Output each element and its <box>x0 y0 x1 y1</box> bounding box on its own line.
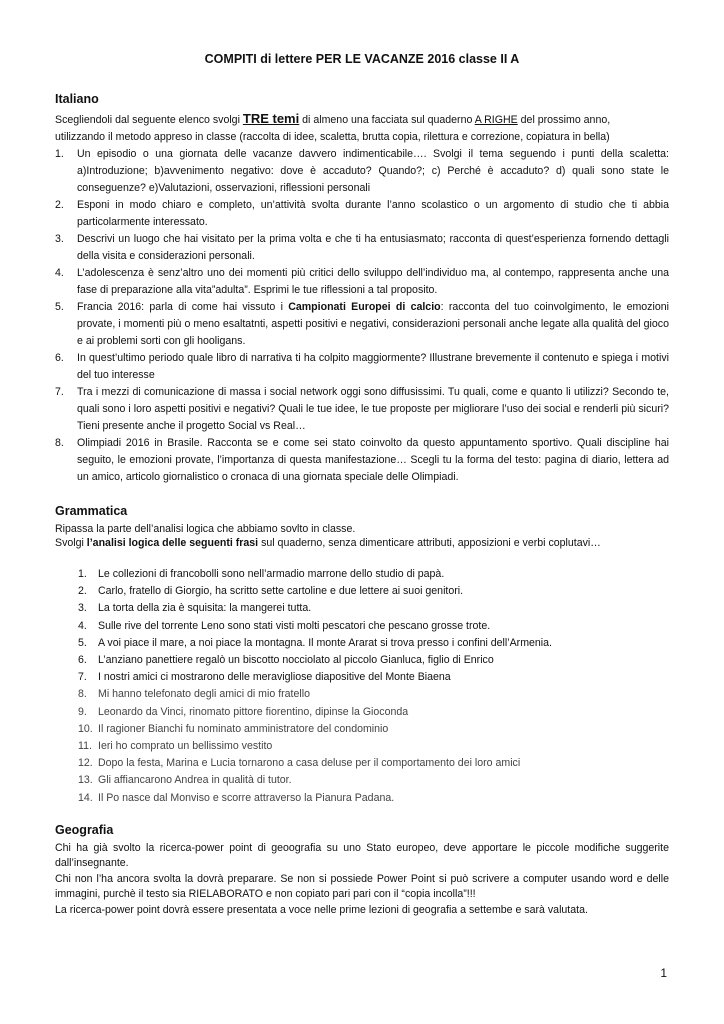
italiano-intro-line2: utilizzando il metodo appreso in classe (raccolta di idee, scaletta, brutta copia, rilettura e correzione, copiatura in bella) <box>55 131 610 143</box>
task-item <box>55 435 669 486</box>
sentence-number: 12. <box>78 757 93 770</box>
sentence-text: Carlo, fratello di Giorgio, ha scritto sette cartoline e due lettere ai suoi genitori. <box>98 585 464 598</box>
sentence-item <box>55 738 669 755</box>
sentence-text: Sulle rive del torrente Leno sono stati visti molti pescatori che pescano grosse trote. <box>98 619 491 632</box>
document-page <box>55 52 669 918</box>
sentence-number: 13. <box>78 774 93 787</box>
task-text-b: : racconta del tuo coinvolgimento, le emozioni provate, i momenti più o meno esaltatnti, aspetti positivi e negativi, considerazioni personali anche legate alla qualità del gioco e ai problemi sorti con gli hooligans. <box>77 301 669 347</box>
sentence-text: Il ragioner Bianchi fu nominato amministratore del condominio <box>98 722 389 735</box>
sentence-text: A voi piace il mare, a noi piace la montagna. Il monte Ararat si trova presso i confini dell’Armenia. <box>98 636 552 649</box>
task-item <box>55 384 669 435</box>
sentence-text: Gli affiancarono Andrea in qualità di tutor. <box>98 774 292 787</box>
sentence-number: 7. <box>78 671 87 684</box>
task-number: 8. <box>55 437 64 449</box>
task-number: 7. <box>55 386 64 398</box>
task-number: 6. <box>55 352 64 364</box>
sentence-text: I nostri amici ci mostrarono delle meravigliose diapositive del Monte Biaena <box>98 671 451 684</box>
grammatica-line1: Ripassa la parte dell’analisi logica che abbiamo sovlto in classe. <box>55 523 356 535</box>
task-item <box>55 350 669 384</box>
task-number: 1. <box>55 148 64 160</box>
task-text-bold: Campionati Europei di calcio <box>288 301 441 313</box>
grammatica-line2-b: sul quaderno, senza dimenticare attributi, apposizioni e verbi coplutavi… <box>258 537 601 549</box>
task-number: 4. <box>55 267 64 279</box>
sentence-number: 2. <box>78 585 87 598</box>
task-number: 2. <box>55 199 64 211</box>
task-text: Esponi in modo chiaro e completo, un’attività svolta durante l’anno scolastico o un argomento di studio che ti abbia particolarmente interessato. <box>77 199 669 228</box>
sentence-text: Le collezioni di francobolli sono nell’armadio marrone dello studio di papà. <box>98 568 445 580</box>
sentence-number: 1. <box>78 568 87 580</box>
sentence-item <box>55 652 669 669</box>
document-title: COMPITI di lettere PER LE VACANZE 2016 classe II A <box>204 52 520 66</box>
geografia-paragraph-1: Chi ha già svolto la ricerca-power point di geoografia su uno Stato europeo, deve apportare le piccole modifiche suggerite dall’insegnante. <box>55 841 669 870</box>
sentence-number: 11. <box>78 740 92 753</box>
sentence-item <box>55 721 669 738</box>
sentence-item <box>55 790 669 807</box>
sentence-item <box>55 669 669 686</box>
task-item <box>55 265 669 299</box>
sentence-text: L’anziano panettiere regalò un biscotto nocciolato al piccolo Gianluca, figlio di Enrico <box>98 654 494 667</box>
grammatica-line2 <box>55 536 669 550</box>
italiano-intro <box>55 110 669 129</box>
task-item <box>55 146 669 197</box>
task-text: Un episodio o una giornata delle vacanze davvero indimenticabile…. Svolgi il tema seguendo i punti della scaletta: a)Introduzione; b)avvenimento negativo: dove è accaduto? Quando?; c) Perché è accaduto? d) quali sono state le conseguenze? e)Valutazioni, osservazioni, riflessioni personali <box>77 148 669 194</box>
intro-text-a: Scegliendoli dal seguente elenco svolgi <box>55 114 243 126</box>
task-number: 5. <box>55 301 64 313</box>
sentence-item <box>55 635 669 652</box>
geografia-paragraph-2: Chi non l’ha ancora svolta la dovrà preparare. Se non si possiede Power Point si può scrivere a computer usando word e delle immagini, purchè il testo sia RIELABORATO e non copiato pari pari con il “copia incolla”!!! <box>55 872 669 901</box>
sentence-number: 4. <box>78 619 87 632</box>
sentence-number: 5. <box>78 636 87 649</box>
sentence-text: Dopo la festa, Marina e Lucia tornarono a casa deluse per il comportamento dei loro amici <box>98 757 521 770</box>
sentence-item <box>55 686 669 703</box>
italiano-task-list <box>55 146 669 486</box>
intro-text-b: di almeno una facciata sul quaderno <box>299 114 475 126</box>
grammatica-heading: Grammatica <box>55 504 128 518</box>
sentence-text: Il Po nasce dal Monviso e scorre attraverso la Pianura Padana. <box>98 791 395 804</box>
sentence-item <box>55 566 669 583</box>
intro-a-righe: A RIGHE <box>474 114 518 126</box>
task-item <box>55 197 669 231</box>
sentence-number: 9. <box>78 705 87 718</box>
sentence-item <box>55 618 669 635</box>
task-item <box>55 231 669 265</box>
task-text-a: Francia 2016: parla di come hai vissuto i <box>77 301 289 313</box>
sentence-list <box>55 566 669 807</box>
sentence-number: 14. <box>78 791 93 804</box>
sentence-item <box>55 600 669 617</box>
task-number: 3. <box>55 233 64 245</box>
task-text: Olimpiadi 2016 in Brasile. Racconta se e come sei stato coinvolto da questo appuntamento sportivo. Quali discipline hai seguito, le emozioni provate, l’importanza di questa manifestazione… Scegli tu la forma del testo: pagina di diario, lettera ad un amico, articolo giornalistico o cronaca di una giornata speciale delle Olimpiadi. <box>77 437 669 483</box>
geografia-section <box>55 823 669 919</box>
sentence-text: Ieri ho comprato un bellissimo vestito <box>98 740 273 753</box>
geografia-paragraph-3: La ricerca-power point dovrà essere presentata a voce nelle prime lezioni di geografia a settembe e sarà valutata. <box>55 903 588 916</box>
sentence-item <box>55 583 669 600</box>
sentence-text: La torta della zia è squisita: la mangerei tutta. <box>98 602 312 615</box>
grammatica-section <box>55 504 669 807</box>
task-text: Tra i mezzi di comunicazione di massa i social network oggi sono diffusissimi. Tu quali, come e quanto li utilizzi? Secondo te, quali sono i loro aspetti positivi e negativi? Quali le tue idee, le tue proposte per migliorare l’uso dei social e renderli più sicuri? Tieni presente anche il progetto Social vs Real… <box>77 386 669 432</box>
grammatica-line2-a: Svolgi <box>55 537 87 549</box>
task-text: Descrivi un luogo che hai visitato per la prima volta e che ti ha entusiasmato; racconta di quest’esperienza fornendo dettagli della visita e considerazioni personali. <box>77 233 669 262</box>
sentence-text: Mi hanno telefonato degli amici di mio fratello <box>98 688 310 701</box>
sentence-number: 3. <box>78 602 87 615</box>
grammatica-line2-bold: l’analisi logica delle seguenti frasi <box>86 537 259 549</box>
sentence-number: 6. <box>78 654 87 667</box>
italiano-section <box>55 92 669 486</box>
sentence-item <box>55 772 669 789</box>
sentence-number: 8. <box>78 688 87 701</box>
geografia-heading: Geografia <box>55 822 114 837</box>
sentence-text: Leonardo da Vinci, rinomato pittore fiorentino, dipinse la Gioconda <box>98 705 409 718</box>
intro-tre-temi: TRE temi <box>242 111 300 126</box>
sentence-item <box>55 704 669 721</box>
sentence-item <box>55 755 669 772</box>
page-number: 1 <box>660 966 667 980</box>
task-item <box>55 299 669 350</box>
intro-text-c: del prossimo anno, <box>517 114 611 126</box>
italiano-heading: Italiano <box>55 92 99 106</box>
task-text: In quest’ultimo periodo quale libro di narrativa ti ha colpito maggiormente? Illustrane brevemente il contenuto e spiega i motivi del tuo interesse <box>77 352 669 381</box>
task-text: L’adolescenza è senz’altro uno dei momenti più critici dello sviluppo dell’individuo ma, al contempo, rappresenta anche una fase di preparazione alla vita”adulta”. Esprimi le tue riflessioni a tal proposito. <box>77 267 669 296</box>
sentence-number: 10. <box>78 722 93 735</box>
